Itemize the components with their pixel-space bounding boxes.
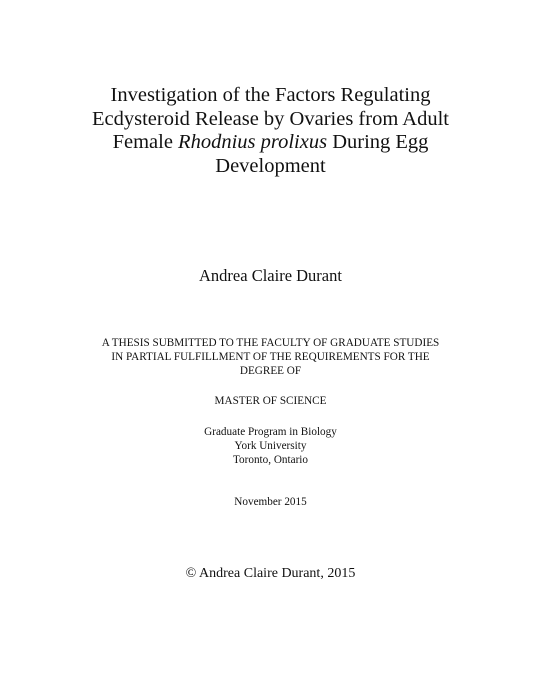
title-line-1: Investigation of the Factors Regulating (110, 84, 431, 106)
statement-line-2: IN PARTIAL FULFILLMENT OF THE REQUIREMENTS FOR THE (111, 351, 430, 364)
thesis-statement (0, 336, 541, 379)
degree-name: MASTER OF SCIENCE (214, 395, 327, 407)
statement-line-1: A THESIS SUBMITTED TO THE FACULTY OF GRADUATE STUDIES (101, 337, 440, 349)
title-line-3-post: During Egg (327, 131, 429, 153)
author-name: Andrea Claire Durant (199, 266, 342, 285)
university-name: York University (234, 440, 307, 452)
thesis-title (0, 84, 541, 178)
copyright-notice: © Andrea Claire Durant, 2015 (185, 566, 356, 581)
species-name: Rhodnius prolixus (178, 131, 328, 153)
statement-line-3: DEGREE OF (239, 365, 302, 378)
program-name: Graduate Program in Biology (204, 426, 337, 438)
title-line-3-pre: Female (112, 131, 179, 153)
program-info (0, 425, 541, 467)
title-line-2: Ecdysteroid Release by Ovaries from Adult (92, 107, 449, 130)
submission-date: November 2015 (234, 496, 307, 508)
title-line-4: Development (215, 154, 326, 177)
title-line-3 (0, 131, 541, 155)
location: Toronto, Ontario (232, 454, 309, 466)
